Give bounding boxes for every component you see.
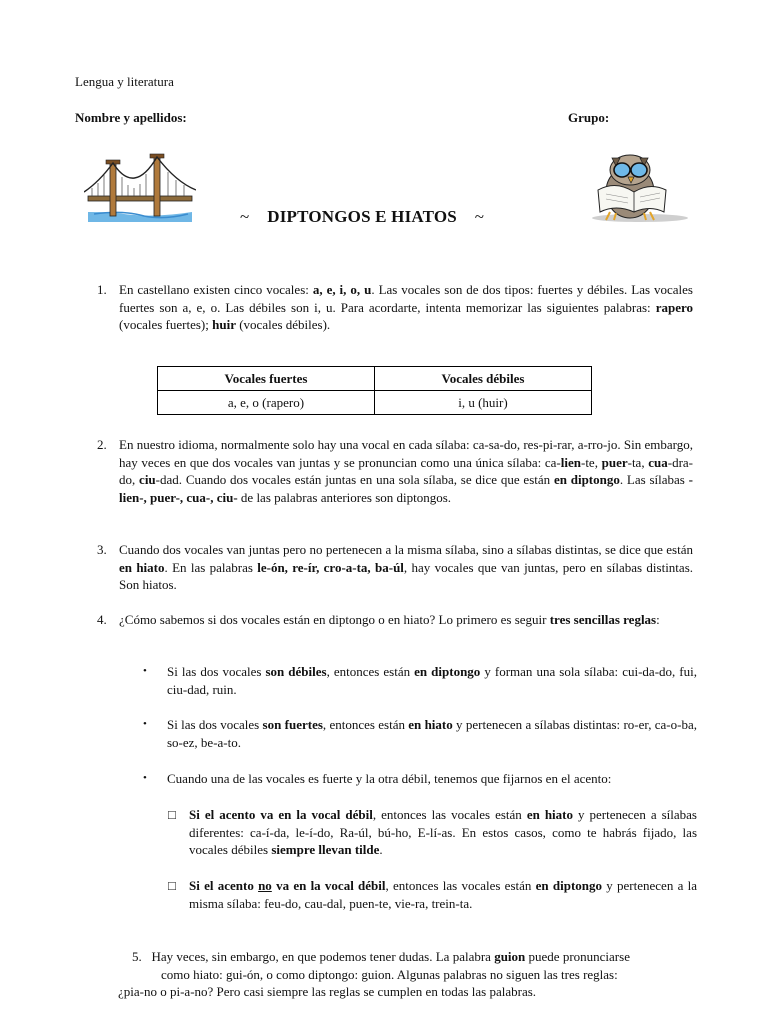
title-text: DIPTONGOS E HIATOS <box>267 207 457 226</box>
rule-item-2 <box>143 716 697 751</box>
list-item-5 <box>108 948 696 1001</box>
text-segment: de las palabras anteriores son diptongos. <box>237 489 452 505</box>
page-title <box>240 207 484 227</box>
text-segment: En castellano existen cinco vocales: <box>119 282 313 297</box>
bold-text-segment: tres sencillas reglas <box>549 612 657 627</box>
text-segment: En nuestro idioma, normalmente solo hay una vocal en cada sílaba: ca-sa-do, res-pi-rar, a-rro-jo. Sin embargo, hay veces en que dos vocales van juntas y se pronuncian como una única sílaba: ca- <box>119 437 693 470</box>
item5-text-end: puede pronunciarse <box>525 949 630 964</box>
bold-text-segment: a, e, i, o, u <box>312 282 372 297</box>
bold-text-segment: en diptongo <box>553 472 620 487</box>
text-segment: -ta, <box>627 454 649 470</box>
rule-text <box>167 663 697 698</box>
bold-text-segment: son fuertes <box>262 717 323 732</box>
bold-text-segment: -lien-, puer-, cua-, ciu- <box>119 472 694 505</box>
text-segment: y forman una sola sílaba: cui-da-do, fui, ciu-dad, ruin. <box>167 664 697 697</box>
list-item-text <box>119 281 693 334</box>
list-item-number: 1. <box>97 282 107 297</box>
title-left-tilde: ~ <box>240 207 250 226</box>
subrule-text <box>189 877 697 912</box>
text-segment: ¿Cómo sabemos si dos vocales están en diptongo o en hiato? Lo primero es seguir <box>119 612 550 627</box>
text-segment: -dra-do, <box>119 454 693 487</box>
table-header-weak-vowels: Vocales débiles <box>374 367 591 391</box>
bold-text-segment: puer <box>601 454 628 470</box>
text-segment: . En las palabras <box>164 559 258 575</box>
text-segment: , entonces están <box>326 664 415 679</box>
bold-text-segment: son débiles <box>265 664 327 679</box>
bridge-clipart-icon <box>84 152 196 228</box>
subject-label: Lengua y literatura <box>75 74 174 89</box>
text-segment: , hay vocales que van juntas, pero en sílabas distintas. Son hiatos. <box>119 559 693 592</box>
text-segment: Si las dos vocales <box>167 664 266 679</box>
text-segment: -dad. Cuando dos vocales están juntas en una sola sílaba, se dice que están <box>155 472 554 487</box>
item5-line-3: ¿pia-no o pi-a-no? Pero casi siempre las reglas se cumplen en todas las palabras. <box>118 984 537 999</box>
rule-text <box>167 770 697 788</box>
text-segment: , entonces las vocales están <box>372 807 527 822</box>
list-item-1 <box>97 281 693 334</box>
item5-text-start: Hay veces, sin embargo, en que podemos tener dudas. La palabra <box>151 949 495 964</box>
name-field-label: Nombre y apellidos: <box>75 110 187 125</box>
bold-text-segment: cua <box>648 454 668 470</box>
vowel-table <box>157 366 592 415</box>
bold-text-segment: no <box>258 878 272 893</box>
list-item-4 <box>97 611 673 629</box>
group-field-label: Grupo: <box>568 110 610 125</box>
bold-text-segment: Si el acento <box>189 878 259 893</box>
text-segment: y pertenecen a sílabas diferentes: ca-í-da, le-í-do, Ra-úl, bú-ho, E-lí-as. En estos casos, como te habrás fijado, las vocales débiles <box>189 807 697 857</box>
list-item-number: 5. <box>132 949 142 964</box>
bold-text-segment: en hiato <box>119 559 165 575</box>
bold-text-segment: le-ón, re-ír, cro-a-ta, ba-úl <box>257 559 404 575</box>
table-cell-weak-vowels: i, u (huir) <box>374 391 591 415</box>
rule-text <box>167 716 697 751</box>
bold-text-segment: va en la vocal débil <box>271 878 386 893</box>
bullet-icon: • <box>143 772 147 784</box>
list-item-number: 4. <box>97 612 107 627</box>
title-right-tilde: ~ <box>474 207 485 226</box>
text-segment: -te, <box>580 454 602 470</box>
text-segment: y pertenecen a sílabas distintas: ro-er, ca-o-ba, so-ez, be-a-to. <box>167 717 697 750</box>
bullet-icon: • <box>143 718 147 730</box>
table-cell-strong-vowels: a, e, o (rapero) <box>158 391 375 415</box>
text-segment: Cuando una de las vocales es fuerte y la otra débil, tenemos que fijarnos en el acento: <box>167 771 612 786</box>
checkbox-icon: □ <box>168 878 176 893</box>
item5-line-2: como hiato: gui-ón, o como diptongo: guion. Algunas palabras no siguen las tres reglas: <box>161 966 618 982</box>
bold-text-segment: en diptongo <box>535 878 603 893</box>
bold-text-segment: ciu <box>139 472 156 487</box>
text-segment: : <box>656 612 660 627</box>
text-segment: , entonces las vocales están <box>385 878 536 893</box>
list-item-number: 2. <box>97 437 107 452</box>
list-item-3 <box>97 541 693 594</box>
text-segment: (vocales débiles). <box>235 317 331 332</box>
text-segment: . Las vocales son de dos tipos: fuertes y débiles. Las vocales fuertes son a, e, o. Las débiles son i, u. Para acordarte, intenta memorizar las siguientes palabras: <box>119 282 693 315</box>
text-segment: , entonces están <box>322 717 409 732</box>
owl-reading-clipart-icon <box>582 150 692 226</box>
bold-text-segment: en hiato <box>408 717 453 732</box>
subrule-item-1 <box>168 806 697 859</box>
text-segment: Cuando dos vocales van juntas pero no pertenecen a la misma sílaba, sino a sílabas distintas, se dice que están <box>119 542 693 557</box>
checkbox-icon: □ <box>168 807 176 822</box>
bold-text-segment: en diptongo <box>414 664 481 679</box>
bold-text-segment: siempre llevan tilde <box>271 842 380 857</box>
list-item-text <box>119 541 693 594</box>
list-item-2 <box>97 436 693 506</box>
bold-text-segment: rapero <box>655 299 693 315</box>
item5-bold-word: guion <box>494 949 526 964</box>
list-item-text <box>119 436 693 506</box>
bold-text-segment: lien <box>560 454 581 470</box>
text-segment: . <box>379 842 383 857</box>
subrule-item-2 <box>168 877 697 912</box>
text-segment: . Las sílabas <box>619 472 689 487</box>
bullet-icon: • <box>143 665 147 677</box>
list-item-number: 3. <box>97 542 107 557</box>
rule-item-3 <box>143 770 697 788</box>
bold-text-segment: en hiato <box>526 807 573 822</box>
bold-text-segment: Si el acento va en la vocal débil <box>189 807 373 822</box>
subrule-text <box>189 806 697 859</box>
text-segment: (vocales fuertes); <box>119 317 213 332</box>
table-header-strong-vowels: Vocales fuertes <box>158 367 375 391</box>
bold-text-segment: huir <box>212 317 236 332</box>
text-segment: Si las dos vocales <box>167 717 263 732</box>
text-segment: y pertenecen a la misma sílaba: feu-do, cau-dal, puen-te, vie-ra, trein-ta. <box>189 878 697 911</box>
list-item-text <box>119 611 673 629</box>
rule-item-1 <box>143 663 697 698</box>
item5-line-1 <box>132 948 696 966</box>
